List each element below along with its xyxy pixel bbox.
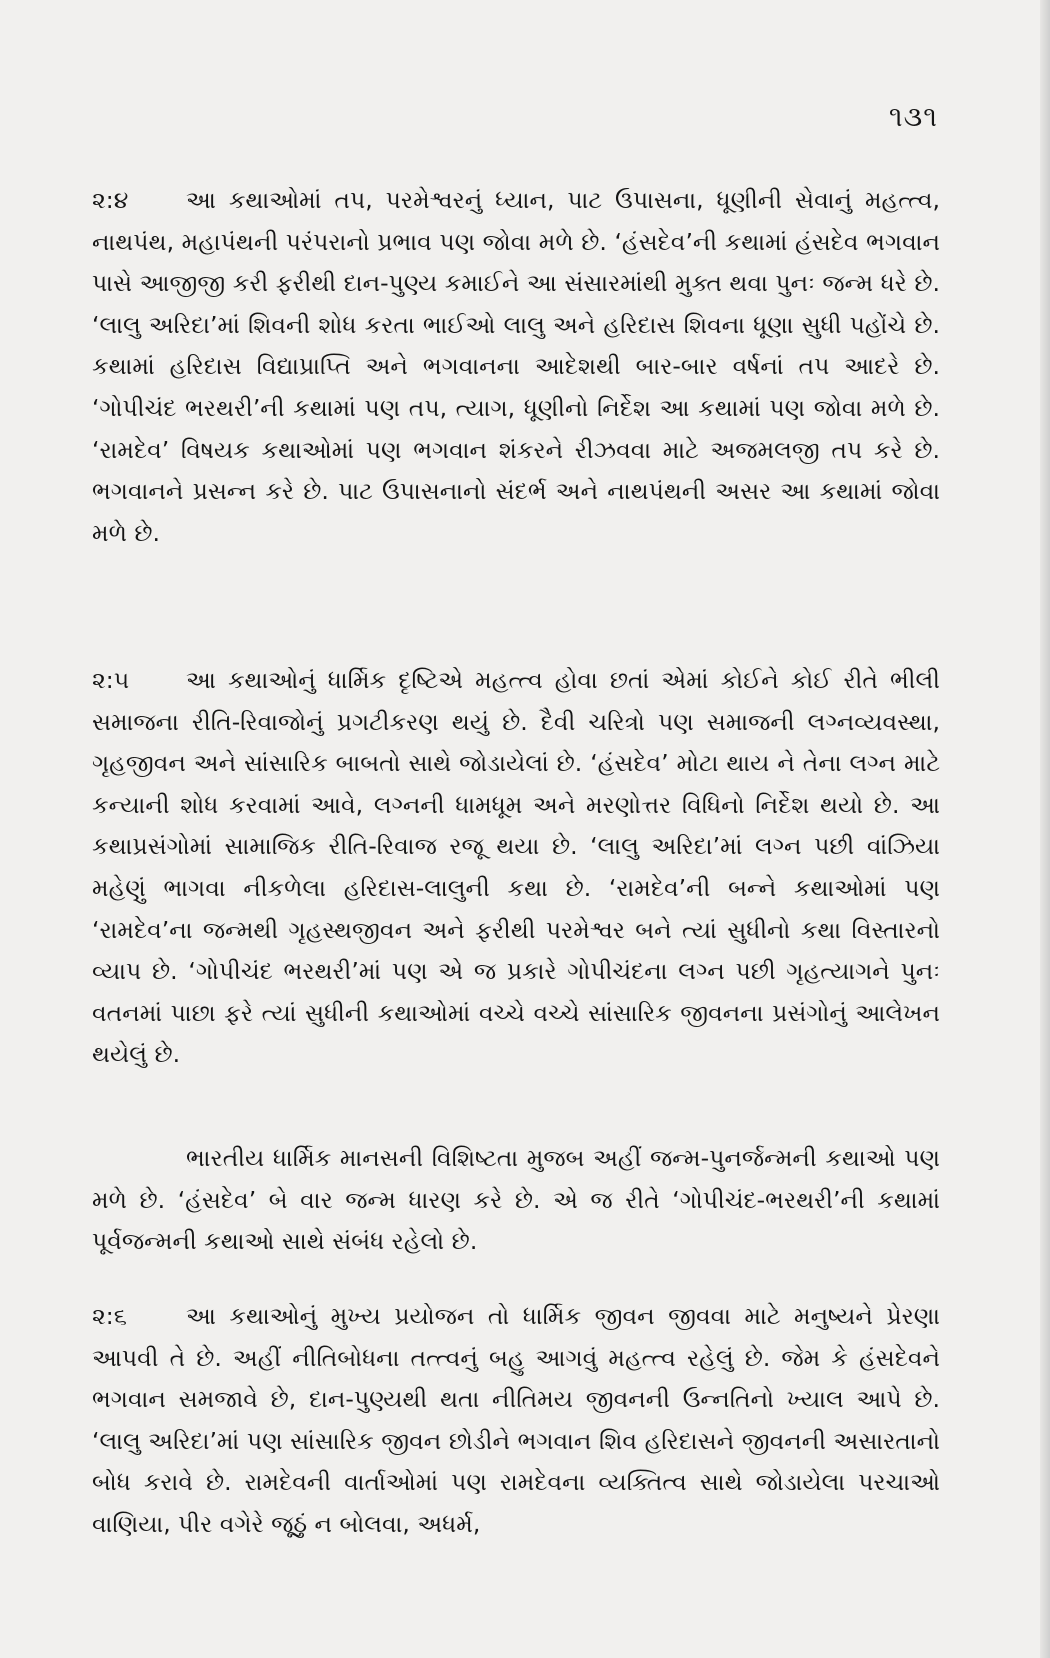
paragraph-text: આ કથાઓનું ધાર્મિક દૃષ્ટિએ મહત્ત્વ હોવા છતાં એમાં કોઈને કોઈ રીતે ભીલી સમાજના રીતિ-રિવાજોનું પ્રગટીકરણ થયું છે. દૈવી ચરિત્રો પણ સમાજની લગ્નવ્યવસ્થા, ગૃહજીવન અને સાંસારિક બાબતો સાથે જોડાયેલાં છે. ‘હંસદેવ’ મોટા થાય ને તેના લગ્ન માટે કન્યાની શોધ કરવામાં આવે, લગ્નની ધામધૂમ અને મરણોત્તર વિધિનો નિર્દેશ થયો છે. આ કથાપ્રસંગોમાં સામાજિક રીતિ-રિવાજ રજૂ થયા છે. ‘લાલુ અરિદા’માં લગ્ન પછી વાંઝિયા મહેણું ભાગવા નીકળેલા હરિદાસ-લાલુની કથા છે. ‘રામદેવ’ની બન્ને કથાઓમાં પણ ‘રામદેવ’ના જન્મથી ગૃહસ્થજીવન અને ફરીથી પરમેશ્વર બને ત્યાં સુધીનો કથા વિસ્તારનો વ્યાપ છે. ‘ગોપીચંદ ભરથરી’માં પણ એ જ પ્રકારે ગોપીચંદના લગ્ન પછી ગૃહત્યાગને પુનઃ વતનમાં પાછા ફરે ત્યાં સુધીની કથાઓમાં વચ્ચે વચ્ચે સાંસારિક જીવનના પ્રસંગોનું આલેખન થયેલું છે. [92,666,940,1069]
paragraph-text: આ કથાઓનું મુખ્ય પ્રયોજન તો ધાર્મિક જીવન જીવવા માટે મનુષ્યને પ્રેરણા આપવી તે છે. અહીં નીતિબોધના તત્ત્વનું બહુ આગવું મહત્ત્વ રહેલું છે. જેમ કે હંસદેવને ભગવાન સમજાવે છે, દાન-પુણ્યથી થતા નીતિમય જીવનની ઉન્નતિનો ખ્યાલ આપે છે. ‘લાલુ અરિદા’માં પણ સાંસારિક જીવન છોડીને ભગવાન શિવ હરિદાસને જીવનની અસારતાનો બોધ કરાવે છે. રામદેવની વાર્તાઓમાં પણ રામદેવના વ્યક્તિત્વ સાથે જોડાયેલા પરચાઓ વાણિયા, પીર વગેરે જૂઠું ન બોલવા, અધર્મ, [92,1302,940,1538]
section-label: ૨:૫ [92,666,130,694]
page-number: ૧૩૧ [888,100,938,133]
paragraph-text: ભારતીય ધાર્મિક માનસની વિશિષ્ટતા મુજબ અહીં જન્મ-પુનર્જન્મની કથાઓ પણ મળે છે. ‘હંસદેવ’ બે વાર જન્મ ધારણ કરે છે. એ જ રીતે ‘ગોપીચંદ-ભરથરી’ની કથામાં પૂર્વજન્મની કથાઓ સાથે સંબંધ રહેલો છે. [92,1144,940,1256]
paragraph-2-6 [92,1296,940,1546]
section-label: ૨:૪ [92,186,129,214]
page-edge-shadow [1040,0,1050,1658]
paragraph-text: આ કથાઓમાં તપ, પરમેશ્વરનું ધ્યાન, પાટ ઉપાસના, ધૂણીની સેવાનું મહત્ત્વ, નાથપંથ, મહાપંથની પરંપરાનો પ્રભાવ પણ જોવા મળે છે. ‘હંસદેવ’ની કથામાં હંસદેવ ભગવાન પાસે આજીજી કરી ફરીથી દાન-પુણ્ય કમાઈને આ સંસારમાંથી મુક્ત થવા પુનઃ જન્મ ધરે છે. ‘લાલુ અરિદા’માં શિવની શોધ કરતા ભાઈઓ લાલુ અને હરિદાસ શિવના ધૂણા સુધી પહોંચે છે. કથામાં હરિદાસ વિદ્યાપ્રાપ્તિ અને ભગવાનના આદેશથી બાર-બાર વર્ષનાં તપ આદરે છે. ‘ગોપીચંદ ભરથરી’ની કથામાં પણ તપ, ત્યાગ, ધૂણીનો નિર્દેશ આ કથામાં પણ જોવા મળે છે. ‘રામદેવ’ વિષયક કથાઓમાં પણ ભગવાન શંકરને રીઝવવા માટે અજમલજી તપ કરે છે. ભગવાનને પ્રસન્ન કરે છે. પાટ ઉપાસનાનો સંદર્ભ અને નાથપંથની અસર આ કથામાં જોવા મળે છે. [92,186,940,547]
paragraph-continuation [92,1138,940,1263]
paragraph-2-5 [92,660,940,1076]
section-label: ૨:૬ [92,1302,127,1330]
paragraph-2-4 [92,180,940,554]
